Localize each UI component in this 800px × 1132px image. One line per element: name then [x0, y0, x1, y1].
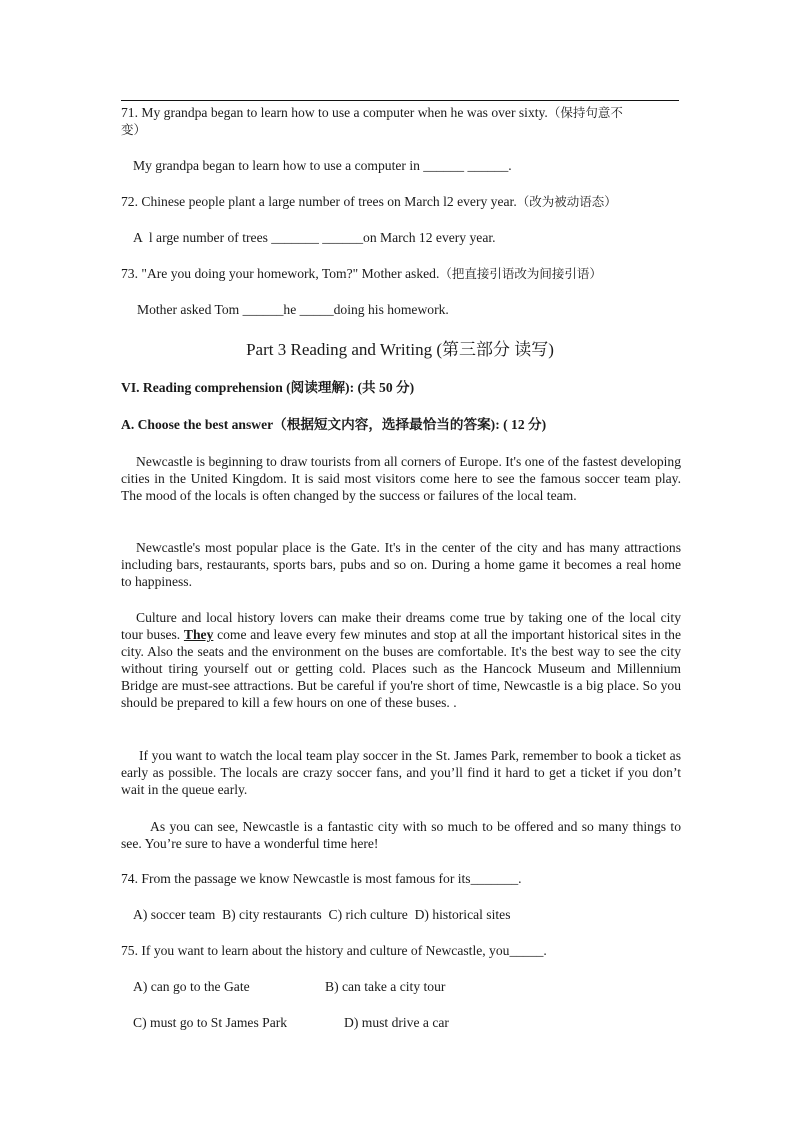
q73-prompt: 73. "Are you doing your homework, Tom?" Mother asked.	[121, 266, 440, 281]
q75-option-b: B) can take a city tour	[325, 979, 446, 994]
question-74: 74. From the passage we know Newcastle is most famous for its_______.	[121, 871, 522, 886]
q75-option-d: D) must drive a car	[344, 1015, 449, 1030]
part3-title-cn: (第三部分 读写)	[436, 340, 554, 359]
part3-title: Part 3 Reading and Writing	[246, 340, 437, 359]
q71-note-cont: 变）	[121, 122, 147, 137]
q72-prompt: 72. Chinese people plant a large number of trees on March l2 every year.	[121, 194, 517, 209]
question-71	[121, 104, 623, 121]
q75-option-c: C) must go to St James Park	[133, 1015, 288, 1030]
section-a-title: A. Choose the best answer（根据短文内容，选择最恰当的答案): ( 12 分)	[121, 417, 547, 432]
section-6-title: VI. Reading comprehension (阅读理解): (共 50 分)	[121, 380, 415, 395]
passage-paragraph-2: Newcastle's most popular place is the Gate. It's in the center of the city and has many attractions including bars, restaurants, sports bars, pubs and so on. During a home game it becomes a real home to happiness.	[121, 540, 681, 589]
question-72	[121, 193, 617, 210]
p3-text-after: come and leave every few minutes and stop at all the important historical sites in the city. Also the seats and the environment on the buses are comfortable. It's the best way to see the city without tiring yourself out or getting cold. Places such as the Hancock Museum and Millennium Bridge are must-see attractions. But be careful if you're short of time, Newcastle is a big place. So you should be prepared to kill a few hours on one of these buses. .	[121, 627, 681, 710]
passage-paragraph-4: If you want to watch the local team play soccer in the St. James Park, remember to book a ticket as early as possible. The locals are crazy soccer fans, and you’ll find it hard to get a ticket if you don’t wait in the queue early.	[121, 748, 681, 797]
passage-paragraph-3	[121, 609, 681, 711]
q72-answer: A l arge number of trees _______ ______on March 12 every year.	[133, 230, 496, 245]
q71-prompt: 71. My grandpa began to learn how to use a computer when he was over sixty.	[121, 105, 548, 120]
passage-paragraph-5: As you can see, Newcastle is a fantastic city with so much to be offered and so many things to see. You’re sure to have a wonderful time here!	[121, 819, 681, 851]
p3-underlined-word: They	[183, 627, 214, 642]
q71-answer: My grandpa began to learn how to use a computer in ______ ______.	[133, 158, 512, 173]
q73-answer: Mother asked Tom ______he _____doing his homework.	[137, 302, 449, 317]
q73-note: （把直接引语改为间接引语）	[439, 266, 602, 281]
p3-text-before: Culture and local history lovers can make their dreams come true by taking one of the local city tour buses.	[121, 610, 681, 642]
question-75: 75. If you want to learn about the history and culture of Newcastle, you_____.	[121, 943, 547, 958]
passage-paragraph-1: Newcastle is beginning to draw tourists from all corners of Europe. It's one of the fastest developing cities in the United Kingdom. It is said most visitors come here to see the famous soccer team play. The mood of the locals is often changed by the success or failures of the local team.	[121, 454, 681, 503]
q71-note: （保持句意不	[547, 105, 623, 120]
q72-note: （改为被动语态）	[516, 194, 617, 209]
question-73	[121, 265, 602, 282]
top-rule	[121, 100, 679, 101]
q75-option-a: A) can go to the Gate	[133, 979, 250, 994]
q74-options: A) soccer team B) city restaurants C) rich culture D) historical sites	[133, 907, 511, 922]
part3-heading	[0, 339, 800, 361]
